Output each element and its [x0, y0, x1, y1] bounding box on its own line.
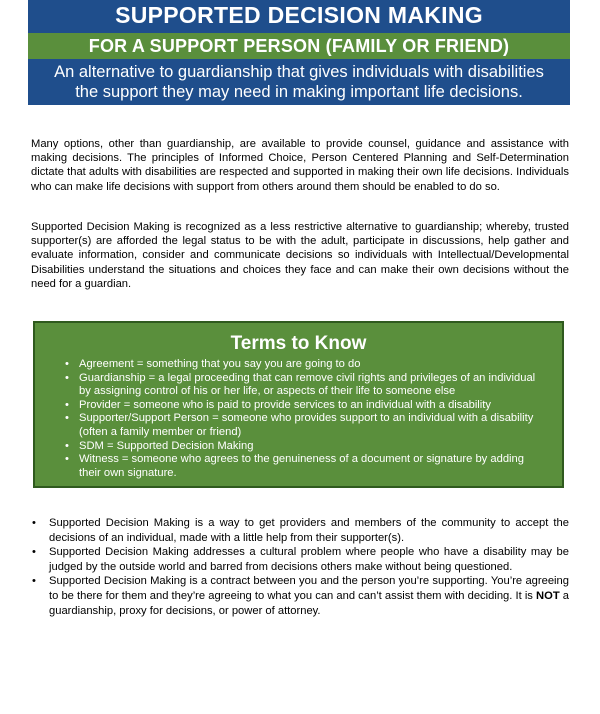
title-banner: [28, 0, 570, 33]
intro-paragraph-1: Many options, other than guardianship, are available to provide counsel, guidance and assistance with making decisions. The principles of Informed Choice, Person Centered Planning and Self-Determination dictate that adults with disabilities are respected and supported in making their own life decisions. Individuals who can make life decisions with support from others around them should be enabled to do so.: [31, 138, 569, 193]
key-point-3-text-end: a guardianship, proxy for decisions, or power of attorney.: [49, 589, 569, 617]
term-item-witness: • Witness = someone who agrees to the genuineness of a document or signature by adding their own signature.: [79, 453, 544, 480]
key-point-2: • Supported Decision Making addresses a cultural problem where people who have a disability may be judged by the outside world and barred from decisions others make without being questioned.: [49, 545, 569, 574]
term-item-sdm: • SDM = Supported Decision Making: [79, 440, 544, 454]
terms-title: Terms to Know: [230, 333, 367, 354]
document-title: SUPPORTED DECISION MAKING: [115, 2, 483, 28]
description-line-1: An alternative to guardianship that gives individuals with disabilities: [54, 63, 544, 81]
key-point-3: [49, 574, 569, 618]
document-subtitle: FOR A SUPPORT PERSON (FAMILY OR FRIEND): [88, 36, 510, 56]
key-point-3-text: Supported Decision Making is a contract between you and the person you’re supporting. You’re agreeing to be there for them and they’re agreeing to what you can and can’t assist them with deciding. It is: [49, 575, 569, 602]
key-point-1: • Supported Decision Making is a way to get providers and members of the community to accept the decisions of an individual, made with a little help from their supporter(s).: [49, 516, 569, 545]
term-item-agreement: • Agreement = something that you say you are going to do: [79, 358, 544, 372]
term-item-provider: • Provider = someone who is paid to provide services to an individual with a disability: [79, 399, 544, 413]
term-item-supporter: • Supporter/Support Person = someone who provides support to an individual with a disability (often a family member or friend): [79, 412, 544, 439]
subtitle-banner: [28, 33, 570, 59]
intro-paragraph-2: Supported Decision Making is recognized as a less restrictive alternative to guardianship; whereby, trusted supporter(s) are afforded the legal status to be with the adult, participate in discussions, help gather and evaluate information, consider and communicate decisions so individuals with Intellectual/Developmental Disabilities understand the situations and choices they face and can make their own decisions without the need for a guardian.: [31, 221, 569, 290]
key-points-list: [49, 516, 569, 618]
description-banner: [28, 59, 570, 105]
terms-to-know-box: [33, 321, 564, 488]
term-item-guardianship: • Guardianship = a legal proceeding that can remove civil rights and privileges of an individual by assigning control of his or her life, or aspects of their life to someone else: [79, 372, 544, 399]
description-line-2: the support they may need in making important life decisions.: [75, 83, 523, 101]
key-point-3-emphasis: NOT: [536, 589, 560, 602]
terms-list: [35, 358, 562, 480]
